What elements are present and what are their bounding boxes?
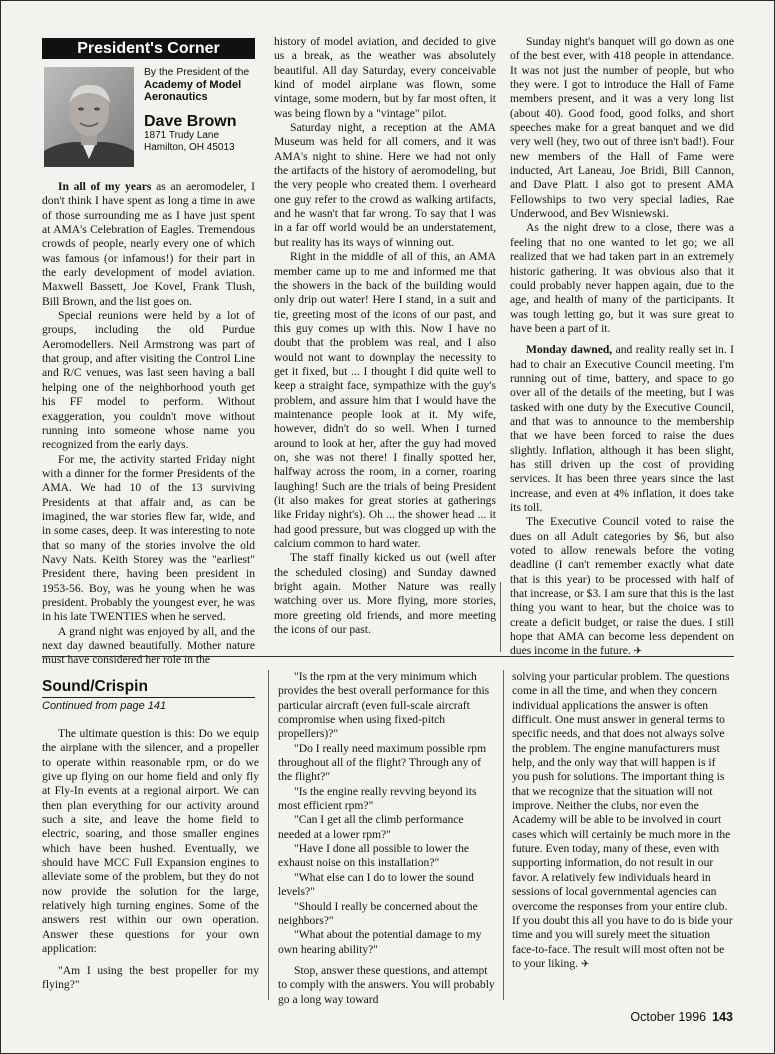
paragraph (512, 670, 734, 972)
author-address-line-1: 1871 Trudy Lane (144, 130, 220, 141)
paragraph (42, 964, 259, 993)
paragraph (42, 309, 255, 452)
paragraph-text: The staff finally kicked us out (well after the scheduled closing) and Sunday dawned bright again. Mother Nature was really watching over us. More flying, more stories, more greeting old friends, and more meeting the icons of our past. (274, 551, 496, 637)
paragraph-text: "Can I get all the climb performance needed at a lower rpm?" (278, 813, 464, 841)
paragraph-text: "Am I using the best propeller for my flying?" (42, 963, 259, 991)
presidents-corner-column-1 (42, 180, 255, 668)
paragraph-text: As the night drew to a close, there was a feeling that no one wanted to let go; we all realized that we had taken part in an extremely historic gathering. It was obvious also that it could probably never happen again, due to the age, and health of many of the participants. It was tough letting go, but it was sure great to have been a part of it. (510, 221, 734, 335)
paragraph (42, 453, 255, 625)
paragraph-text: Sunday night's banquet will go down as one of the best ever, with 418 people in attendance. It was not just the number of people, but who they were. I got to introduce the Hall of Fame members present, and it was a very long list (about 40). Good food, good folks, and short speeches make for a great banquet and we did very well (hey, two out of three isn't bad!). Four new members of the Hall of Fame were inducted, Art Laneau, Joe Bridi, Bill Cannon, and Dave Platt. I also got to present AMA Fellowships to two very special ladies, Rae Underwood, and Bev Wisniewski. (510, 35, 734, 221)
run-in-heading: In all of my years (58, 180, 152, 193)
author-name: Dave Brown (144, 113, 237, 130)
paragraph-text: A grand night was enjoyed by all, and the next day dawned beautifully. Mother nature must have considered her role in the (42, 624, 255, 667)
continued-from-note: Continued from page 141 (42, 700, 167, 712)
paragraph-text: solving your particular problem. The questions come in all the time, and when they concern individual applications the answer is often difficult. One must answer in general terms to specific needs, and that does not always solve the problem. The engine manufacturers must help, and the only way that will happen is if you push for solutions. The important thing is that we recognize that the situation will not improve. Neither the clubs, nor even the Academy will be able to be involved in court cases which will certainly be much more in the future. Even today, many of these, even with supporting information, do not result in our favor. A relatively few individuals heard in sessions of local governmental agencies can overcome the responses from your entire club. If you doubt this all you have to do is bide your time and you will surely meet the situation face-to-face. The result will most often not be to your liking. (512, 670, 733, 970)
sound-crispin-column-1 (42, 727, 259, 992)
author-photo (44, 67, 134, 167)
paragraph (510, 35, 734, 221)
paragraph-text: "Should I really be concerned about the neighbors?" (278, 899, 478, 927)
paragraph-text: "Is the rpm at the very minimum which provides the best overall performance for this particular aircraft (even full-scale aircraft compromise when using fixed-pitch propellers)?" (278, 670, 490, 741)
paragraph (274, 121, 496, 250)
paragraph-text: Stop, answer these questions, and attempt to comply with the answers. You will probably go a long way toward (278, 963, 495, 1006)
column-rule (503, 670, 504, 1000)
paragraph (278, 785, 496, 814)
paragraph (278, 900, 496, 929)
paragraph-text: "What about the potential damage to my own hearing ability?" (278, 928, 482, 956)
paragraph (278, 842, 496, 871)
column-rule (268, 670, 269, 1000)
page-number: 143 (712, 1010, 733, 1024)
paragraph-text: "What else can I do to lower the sound levels?" (278, 870, 474, 899)
paragraph-text: Saturday night, a reception at the AMA Museum was held for all comers, and it was AMA's night to shine. Here we had not only the artifacts of the history of aeromodeling, but the very people who created them. I overheard one guy refer to the crowd as walking artifacts, and he wasn't that far wrong. To say that I was in a far off world would be an understatement, but reality has its ways of winning out. (274, 121, 496, 249)
paragraph (278, 742, 496, 785)
paragraph (274, 35, 496, 121)
portrait-photo-icon (44, 67, 134, 167)
paragraph-text: Right in the middle of all of this, an AMA member came up to me and informed me that the showers in the back of the building would only drip out water! Here I stand, in a suit and tie, greeting most of the icons of our past, and this guy comes up with this. Now I have no doubt that the problem was real, and I also would not want to downplay the necessity to get it fixed, but ... I thought I did quite well to keep a straight face, sympathize with the guy's problem, and assure him that I would have the maintenance people look at it. My wife, however, didn't do so well. When I turned around to look at her, after the guy had moved on, she was not there! I finally spotted her, halfway across the room, in a corner, roaring laughing! Such are the trials of being President (it also makes for great stories at gatherings like Friday night's). Oh ... the shower head ... it had good pressure, but was clogged up with the calcium common to hard water. (274, 250, 496, 551)
paragraph (42, 625, 255, 668)
end-of-article-icon: ✈ (580, 958, 590, 970)
sound-crispin-title: Sound/Crispin (42, 678, 255, 698)
paragraph-text: The ultimate question is this: Do we equip the airplane with the silencer, and a propeller to operate within reasonable rpm, or do we give up flying on our home field and only fly at Fly-In events at a regional airport. We can then plan everything for our activity around such a site, and leave the home field to electric, soaring, and those smaller engines which have been hushed. Eventually, we should have MCC Full Expansion engines to alleviate some of the problem, but they do not now provide the solution for the large, relatively high turning engines. Some of the answers rest within our own operation. Answer these questions for your own application: (42, 727, 259, 956)
column-rule (500, 582, 501, 652)
by-line: By the President of the (144, 67, 250, 78)
paragraph-text: The Executive Council voted to raise the dues on all Adult categories by $6, but also voted to allow renewals before the voting deadline (I can't remember exactly what date that is this year) to be processed with half of that increase, or $3. I am sure that this is the last thing you want to hear, but the choice was to create a deficit budget, or raise the dues. I still hope that AMA can become less dependent on dues income in the future. (510, 515, 734, 658)
paragraph (42, 727, 259, 957)
paragraph (42, 180, 255, 309)
paragraph-text: "Have I done all possible to lower the exhaust noise on this installation?" (278, 842, 470, 870)
paragraph-text: "Do I really need maximum possible rpm throughout all of the flight? Through any of the flight?" (278, 741, 487, 784)
issue-date: October 1996 (630, 1010, 707, 1024)
paragraph (278, 964, 496, 1007)
end-of-article-icon: ✈ (633, 646, 643, 658)
paragraph (278, 871, 496, 900)
paragraph (510, 515, 734, 659)
paragraph-text: and reality really set in. I had to chair an Executive Council meeting. I'm running out of time, battery, and space to go over all of the details of the meeting, but I was tasked with one duty by the Executive Council, and that was to announce to the membership that we have been forced to raise the dues slightly. Inflation, although it has been slight, has still driven up the cost of providing services. It has been three years since the last increase, and even at 4% inflation, it does take its toll. (510, 343, 734, 514)
sound-crispin-column-3 (512, 670, 734, 972)
paragraph (510, 221, 734, 336)
presidents-corner-column-2 (274, 35, 496, 637)
paragraph-text: as an aeromodeler, I don't think I have spent as long a time in awe of those surrounding me as I have just spent at AMA's Celebration of Eagles. Tremendous crowds of people, nearly every one of which was famous (or infamous!) for their part in the early development of model aviation. Maxwell Bassett, Joe Kovel, Frank Tlush, Bill Brown, and the list goes on. (42, 180, 255, 308)
paragraph (278, 670, 496, 742)
page-footer (630, 1010, 733, 1024)
run-in-heading: Monday dawned, (526, 343, 613, 357)
paragraph-text: Special reunions were held by a lot of groups, including the old Purdue Aeromodellers. Neil Armstrong was part of that group, and after visiting the Control Line and R/C venues, was last seen having a ball helping one of the neighborhood youth get his FF model to perform. Without exaggeration, you couldn't move without running into someone whose name you recognized from the early days. (42, 309, 255, 452)
paragraph-text: history of model aviation, and decided to give us a break, as the weather was absolutely beautiful. All day Saturday, every conceivable kind of model airplane was flown, some vintage, some modern, but by far most often, it was being flown by a "vintage" pilot. (274, 35, 496, 120)
author-address-line-2: Hamilton, OH 45013 (144, 142, 235, 153)
paragraph-text: For me, the activity started Friday night with a dinner for the former Presidents of the AMA. We had 10 of the 13 surviving Presidents at that affair and, as can be imagined, the war stories flew far, wide, and in some cases, deep. It was interesting to note that so many of the stories involve the old Navy Nats. Keith Storey was the "earliest" President there, having been president in 1953-56. Boy, was he young when he was president. Probably the youngest ever, he was in his late TWENTIES when he served. (42, 452, 255, 624)
author-byline (144, 67, 259, 154)
paragraph (274, 250, 496, 551)
sound-crispin-header (42, 678, 255, 713)
paragraph (278, 813, 496, 842)
section-divider (42, 656, 734, 657)
sound-crispin-column-2 (278, 670, 496, 1007)
presidents-corner-column-3 (510, 35, 734, 660)
paragraph (274, 551, 496, 637)
organization-name: Academy of Model Aeronautics (144, 79, 242, 103)
presidents-corner-header: President's Corner (42, 38, 255, 59)
paragraph (278, 928, 496, 957)
paragraph-text: "Is the engine really revving beyond its most efficient rpm?" (278, 784, 477, 813)
paragraph (510, 343, 734, 515)
